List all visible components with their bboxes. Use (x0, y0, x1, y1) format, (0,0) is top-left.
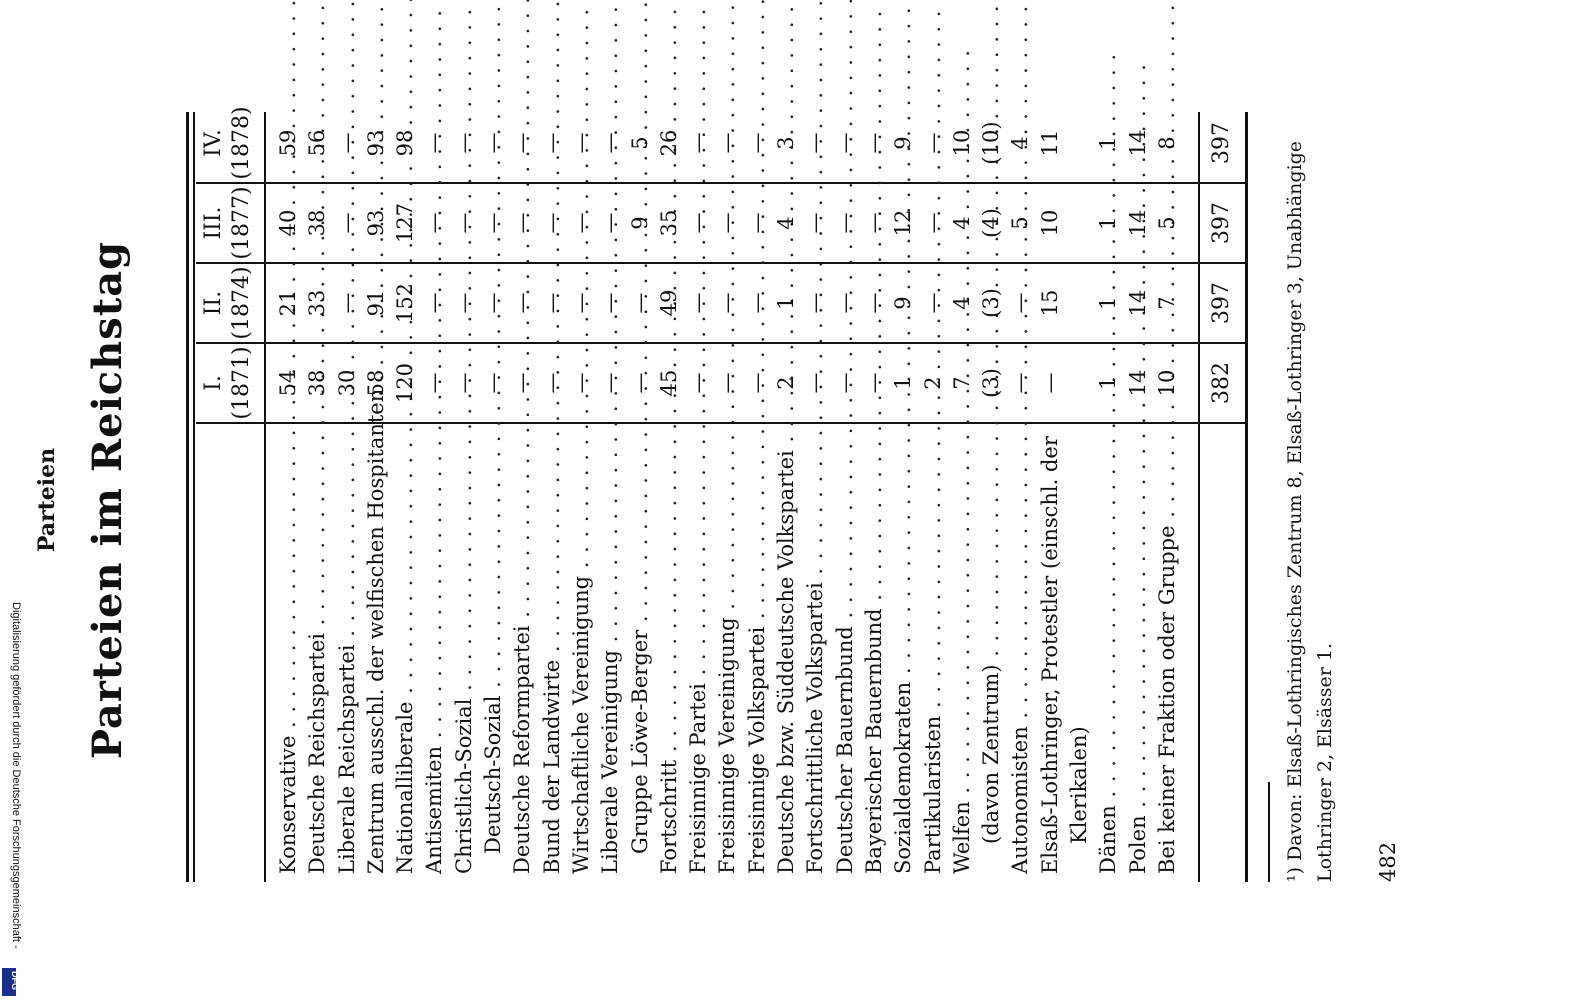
row-value: 9 (627, 216, 652, 230)
row-value: — (744, 212, 769, 234)
row-value: 1 (1096, 376, 1121, 390)
column-header-1 (200, 346, 256, 420)
row-value: 49 (656, 289, 681, 317)
row-value: — (715, 212, 740, 234)
credit-line-svg (2, 602, 22, 992)
row-value: 1 (1096, 216, 1121, 230)
row-label: Wirtschaftliche Vereinigung . . . (567, 434, 596, 874)
row-value: — (920, 212, 945, 234)
row-value: — (861, 132, 886, 154)
footnote-rule (1268, 782, 1270, 882)
row-value: — (686, 132, 711, 154)
row-label: Deutsch-Sozial . . . (479, 434, 508, 874)
table-row (1006, 112, 1035, 874)
row-value: 21 (276, 289, 300, 317)
row-value: 9 (891, 136, 916, 150)
row-value: 5 (1154, 216, 1179, 230)
total-value: 382 (1209, 362, 1234, 404)
table-row (889, 112, 918, 874)
row-label: Bayerischer Bauernbund . . . (860, 434, 889, 874)
row-value: — (715, 132, 740, 154)
table-row (1153, 112, 1182, 874)
row-value: — (598, 372, 623, 394)
row-label: Welfen . . . (948, 434, 977, 874)
row-label: Nationalliberale . . . (391, 434, 420, 874)
table-row (333, 112, 362, 874)
row-value: 7 (949, 376, 974, 390)
row-value: — (686, 212, 711, 234)
row-value: 9 (891, 296, 916, 310)
table-row (1036, 112, 1065, 874)
row-label: Klerikalen) (1067, 726, 1092, 844)
row-label: Freisinnige Vereinigung . . . (713, 434, 742, 874)
row-value: — (627, 372, 652, 394)
row-value: — (920, 132, 945, 154)
row-value: — (803, 132, 828, 154)
dfg-logo (2, 968, 20, 996)
table-row (919, 112, 948, 874)
row-value: — (451, 372, 476, 394)
column-header-roman: II. (201, 290, 226, 316)
row-value: — (481, 212, 506, 234)
row-value: — (510, 372, 535, 394)
table-row (626, 112, 655, 874)
row-value: 120 (393, 362, 418, 404)
row-value: 26 (656, 129, 681, 157)
row-value: 38 (305, 209, 330, 237)
row-value: 93 (363, 209, 388, 237)
header-bottom-rule (264, 112, 266, 882)
table-row (1065, 112, 1094, 874)
row-value: — (510, 292, 535, 314)
row-value: — (568, 372, 593, 394)
table-row (1094, 112, 1123, 874)
row-value: 1 (891, 376, 916, 390)
row-value: 152 (393, 282, 418, 324)
row-value: 5 (627, 136, 652, 150)
row-value: — (422, 212, 447, 234)
row-label: Liberale Reichspartei . . . (333, 434, 362, 874)
row-value: 33 (305, 289, 330, 317)
row-label: Partikularisten . . . (919, 434, 948, 874)
row-value: — (715, 372, 740, 394)
row-value: — (422, 372, 447, 394)
row-value: 10 (1037, 209, 1062, 237)
row-value: 54 (276, 369, 300, 397)
row-value: 56 (305, 129, 330, 157)
row-value: (4) (979, 208, 1004, 238)
column-header-year: (1877) (229, 186, 254, 260)
table-row (655, 112, 684, 874)
row-value: — (744, 372, 769, 394)
column-header-3 (200, 186, 256, 260)
row-value: — (686, 292, 711, 314)
row-value: 12 (891, 209, 916, 237)
row-value: 93 (363, 129, 388, 157)
row-value: 7 (1154, 296, 1179, 310)
row-value: — (744, 292, 769, 314)
table-row (362, 112, 391, 874)
row-label: Sozialdemokraten . . . (889, 434, 918, 874)
row-value: — (1008, 372, 1033, 394)
row-value: 1 (1096, 136, 1121, 150)
row-label: Zentrum ausschl. der welfischen Hospitanten . . . (362, 434, 391, 874)
row-value: — (598, 212, 623, 234)
total-value: 397 (1209, 122, 1234, 164)
row-value: — (627, 292, 652, 314)
table-row (596, 112, 625, 874)
table-row (274, 112, 303, 874)
column-header-roman: I. (201, 375, 226, 391)
column-header-roman: IV. (201, 129, 226, 157)
row-value: 4 (1008, 136, 1033, 150)
row-value: 5 (1008, 216, 1033, 230)
bottom-rule (1245, 112, 1248, 882)
row-label: Autonomisten . . . (1006, 434, 1035, 874)
column-header-2 (200, 266, 256, 340)
table-row (567, 112, 596, 874)
row-value: 2 (774, 376, 799, 390)
row-value: — (422, 132, 447, 154)
row-value: 2 (920, 376, 945, 390)
row-value: — (1037, 372, 1062, 394)
dfg-logo-svg (2, 968, 20, 996)
row-value: (10) (979, 121, 1004, 165)
row-label: Bund der Landwirte . . . (538, 434, 567, 874)
row-label: Christlich-Sozial . . . (450, 434, 479, 874)
row-value: — (422, 292, 447, 314)
row-value: — (568, 132, 593, 154)
row-value: 91 (363, 289, 388, 317)
table-row (479, 112, 508, 874)
total-rule (1198, 112, 1200, 882)
credit-text: Digitalisierung gefördert durch die Deutsche Forschungsgemeinschaft - (10, 602, 22, 949)
row-value: 8 (1154, 136, 1179, 150)
row-value: 1 (1096, 296, 1121, 310)
row-value: — (568, 292, 593, 314)
row-value: — (715, 292, 740, 314)
row-label: Freisinnige Partei . . . (684, 434, 713, 874)
row-label: Fortschrittliche Volkspartei . . . (801, 434, 830, 874)
row-value: 14 (1125, 129, 1150, 157)
row-value: 40 (276, 209, 300, 237)
row-value: 98 (393, 129, 418, 157)
row-value: — (598, 132, 623, 154)
row-value: — (481, 292, 506, 314)
row-value: (3) (979, 288, 1004, 318)
table-row (684, 112, 713, 874)
column-header-year: (1874) (229, 266, 254, 340)
row-label: Fortschritt . . . (655, 434, 684, 874)
row-label: Deutsche Reformpartei . . . (508, 434, 537, 874)
row-value: — (451, 292, 476, 314)
row-value: — (451, 132, 476, 154)
row-label: Elsaß-Lothringer, Protestler (einschl. der (1037, 436, 1062, 874)
row-value: (3) (979, 368, 1004, 398)
row-label: Deutsche Reichspartei . . . (303, 434, 332, 874)
row-label: Freisinnige Volkspartei . . . (743, 434, 772, 874)
table-row (1124, 112, 1153, 874)
row-value: — (861, 212, 886, 234)
row-label: Antisemiten . . . (420, 434, 449, 874)
table-row (538, 112, 567, 874)
row-value: — (832, 372, 857, 394)
row-value: — (832, 212, 857, 234)
table-row (860, 112, 889, 874)
row-value: — (803, 292, 828, 314)
row-label: Deutscher Bauernbund . . . (831, 434, 860, 874)
row-value: 1 (774, 296, 799, 310)
row-value: 4 (774, 216, 799, 230)
page-title: Parteien im Reichstag (84, 240, 131, 760)
table-row (772, 112, 801, 874)
row-value: 4 (949, 216, 974, 230)
row-value: 4 (949, 296, 974, 310)
column-header-roman: III. (201, 206, 226, 240)
row-value: 14 (1125, 209, 1150, 237)
row-value: — (568, 212, 593, 234)
row-value: 14 (1125, 289, 1150, 317)
row-value: — (510, 132, 535, 154)
row-value: — (686, 372, 711, 394)
row-label: (davon Zentrum) . . . (977, 434, 1006, 874)
row-value: — (832, 132, 857, 154)
row-value: — (334, 212, 359, 234)
table-row (831, 112, 860, 874)
totals-row (1205, 112, 1239, 874)
total-value: 397 (1209, 202, 1234, 244)
row-label: Dänen . . . (1094, 434, 1123, 874)
row-value: — (539, 212, 564, 234)
row-value: — (451, 212, 476, 234)
row-value: 10 (949, 129, 974, 157)
row-value: — (832, 292, 857, 314)
top-rule (186, 112, 189, 882)
credit-line (2, 602, 22, 992)
row-label: Bei keiner Fraktion oder Gruppe . . . (1153, 434, 1182, 874)
table-row (420, 112, 449, 874)
row-value: 15 (1037, 289, 1062, 317)
table-row (303, 112, 332, 874)
column-header-year: (1871) (229, 346, 254, 420)
footnote: ¹) Davon: Elsaß-Lothringisches Zentrum 8, Elsaß-Lothringer 3, Unabhängige Lothringer 2, Elsässer 1. (1284, 140, 1336, 882)
row-value: — (744, 132, 769, 154)
column-header-year: (1878) (229, 106, 254, 180)
row-value: 35 (656, 209, 681, 237)
table-row (713, 112, 742, 874)
row-value: 3 (774, 136, 799, 150)
table-row (508, 112, 537, 874)
row-value: — (861, 372, 886, 394)
row-value: — (539, 292, 564, 314)
dfg-logo-text: DFG (10, 971, 20, 990)
row-value: — (920, 292, 945, 314)
row-label: Konservative . . . (274, 434, 303, 874)
row-value: 14 (1125, 369, 1150, 397)
row-value: 38 (305, 369, 330, 397)
row-value: — (334, 132, 359, 154)
row-label: Liberale Vereinigung . . . (596, 434, 625, 874)
row-label: Deutsche bzw. Süddeutsche Volkspartei . . . (772, 434, 801, 874)
row-value: 11 (1037, 129, 1062, 157)
running-header: Parteien (34, 447, 60, 553)
row-value: — (598, 292, 623, 314)
row-value: — (334, 292, 359, 314)
row-label: Gruppe Löwe-Berger . . . (626, 434, 655, 874)
row-value: — (510, 212, 535, 234)
top-rule-thin (193, 112, 195, 882)
table-row (391, 112, 420, 874)
party-table (274, 112, 1182, 874)
table-row (743, 112, 772, 874)
row-value: 10 (1154, 369, 1179, 397)
page-number: 482 (1376, 841, 1400, 882)
table-row (801, 112, 830, 874)
row-label: Polen . . . (1124, 434, 1153, 874)
column-header-4 (200, 106, 256, 180)
table-row (977, 112, 1006, 874)
row-value: 127 (393, 202, 418, 244)
row-value: 59 (276, 129, 300, 157)
row-value: 45 (656, 369, 681, 397)
row-value: — (861, 292, 886, 314)
row-value: — (481, 372, 506, 394)
table-row (948, 112, 977, 874)
row-value: — (803, 372, 828, 394)
row-value: 58 (363, 369, 388, 397)
row-value: — (481, 132, 506, 154)
row-value: — (539, 372, 564, 394)
row-value: 30 (334, 369, 359, 397)
row-value: — (539, 132, 564, 154)
total-value: 397 (1209, 282, 1234, 324)
row-value: — (1008, 292, 1033, 314)
table-row (450, 112, 479, 874)
row-value: — (803, 212, 828, 234)
